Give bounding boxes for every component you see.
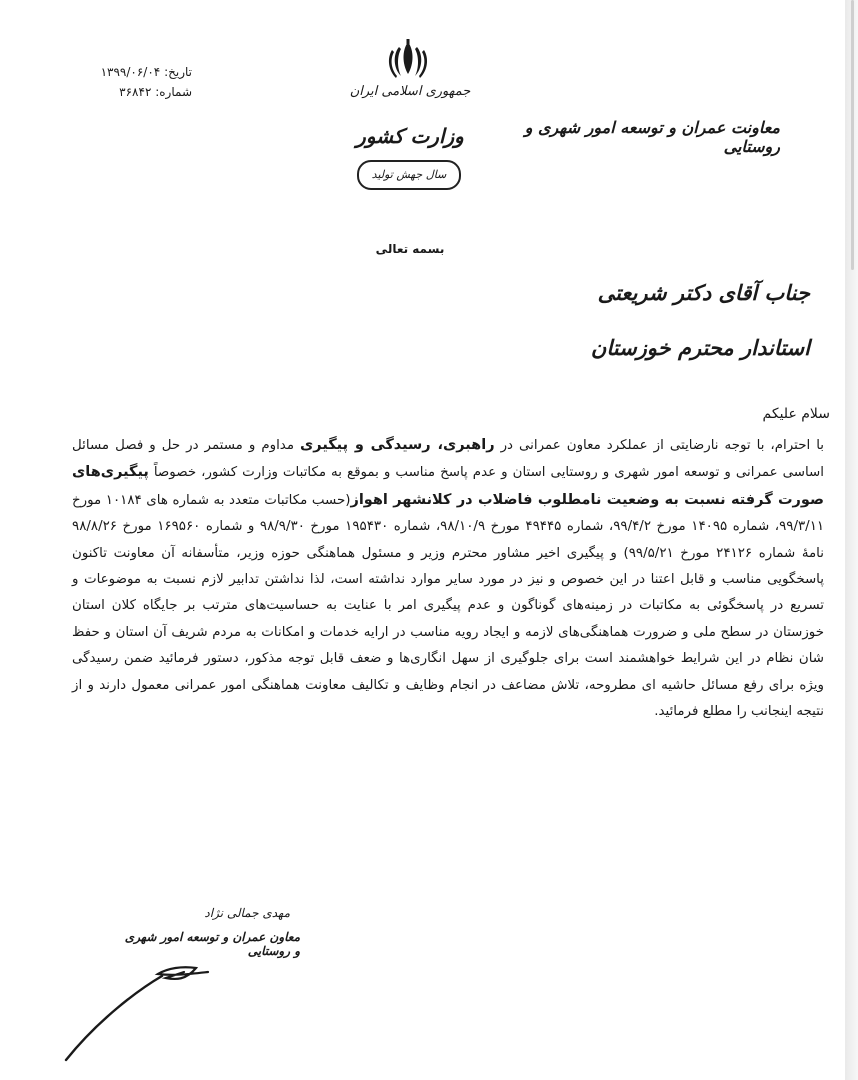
iran-emblem-icon: [384, 38, 432, 82]
signature-icon: [58, 950, 308, 1070]
invocation: بسمه تعالی: [375, 242, 445, 256]
letter-meta: [82, 62, 192, 102]
number-value: ۳۶۸۴۲: [119, 85, 152, 99]
scrollbar-thumb[interactable]: [851, 0, 854, 270]
deputy-title: معاونت عمران و توسعه امور شهری و روستایی: [524, 118, 780, 156]
body-part-3: (حسب مکاتبات متعدد به شماره های ۱۰۱۸۴ مورخ ۹۹/۳/۱۱، شماره ۱۴۰۹۵ مورخ ۹۹/۴/۲، شماره ۴۹۴۴۵ مورخ ۹۸/۱۰/۹، شماره ۱۹۵۴۳۰ مورخ ۹۸/۹/۳۰ و شماره ۱۶۹۵۶۰ مورخ ۹۸/۸/۲۶ نامهٔ شماره ۲۴۱۲۶ مورخ ۹۹/۵/۲۱) و پیگیری اخیر مشاور محترم وزیر و مسئول هماهنگی حوزه وزیر، متأسفانه آن معاونت تاکنون پاسخگویی مناسب و قابل اعتنا در این خصوص و نیز در مورد سایر موارد نداشته است، لذا نداشتن تدابیر لازم نسبت به موضوعات و تسریع در پاسخگوئی به مکاتبات در زمینه‌های گوناگون و عدم پیگیری امر با عنایت به حساسیت‌های مترتب بر جایگاه کلان استان خوزستان در سطح ملی و ضرورت هماهنگی‌های لازمه و ایجاد رویه مناسب در ارایه خدمات و امکانات به مردم شریف آن استان و حفظ شان نظام در این شرایط خواهشمند است برای جلوگیری از سهل انگاری‌ها و ضعف قابل توجه مذکور، دستور فرمائید ضمن رسیدگی ویژه برای رفع مسائل حاشیه ای مطروحه، تلاش مضاعف در انجام وظایف و تکالیف معاونت هماهنگی امور عمرانی معمول دارند و از نتیجه اینجانب را مطلع فرمائید.: [72, 492, 825, 720]
letter-body: [72, 432, 824, 725]
recipient-name: جناب آقای دکتر شریعتی: [597, 281, 810, 305]
number-label: شماره:: [155, 85, 192, 99]
signer-title: معاون عمران و توسعه امور شهری و روستایی: [124, 930, 300, 958]
number-line: [82, 82, 192, 102]
date-label: تاریخ:: [164, 65, 192, 79]
signer-name: مهدی جمالی نژاد: [204, 906, 290, 920]
greeting: سلام علیکم: [762, 406, 830, 422]
body-part-1: با احترام، با توجه نارضایتی از عملکرد معاون عمرانی در: [500, 438, 825, 453]
body-bold-1: راهبری، رسیدگی و پیگیری: [300, 437, 495, 453]
recipient-title: استاندار محترم خوزستان: [590, 336, 810, 360]
republic-title: جمهوری اسلامی ایران: [349, 84, 471, 99]
date-line: [82, 62, 192, 82]
body-part-2: مداوم و مستمر در حل و فصل مسائل اساسی عمرانی و توسعه امور شهری و روستایی استان و عدم پاسخ مناسب و بموقع به مکاتبات وزارت کشور، خصوصاً: [72, 438, 824, 481]
date-value: ۱۳۹۹/۰۶/۰۴: [100, 65, 161, 79]
ministry-title: وزارت کشور: [356, 124, 464, 148]
year-slogan-stamp: سال جهش تولید: [357, 160, 461, 190]
body-bold-2: پیگیری‌های صورت گرفته نسبت به وضعیت نامطلوب فاضلاب در کلانشهر اهواز: [72, 464, 824, 508]
